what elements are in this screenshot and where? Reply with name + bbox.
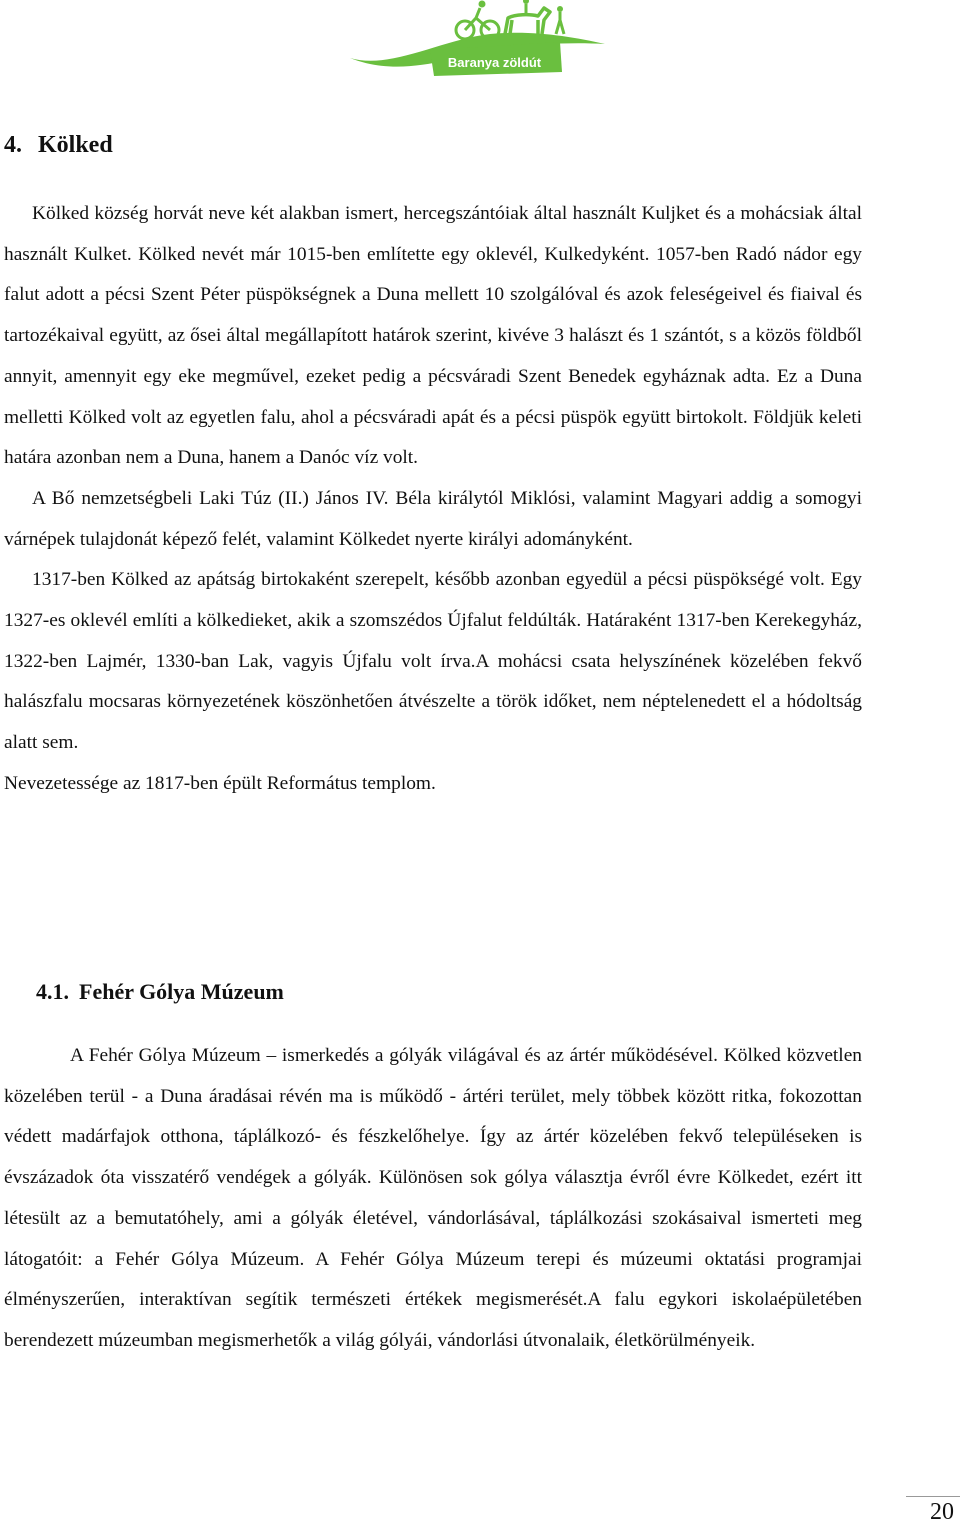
baranya-zoldut-logo [330, 0, 630, 80]
chapter-number: 4. [4, 132, 22, 158]
chapter-body [4, 194, 862, 805]
paragraph: 1317-ben Kölked az apátság birtokaként szerepelt, később azonban egyedül a pécsi püspökségé volt. Egy 1327-es oklevél említi a kölkedieket, akik a szomszédos Újfalut feldúlták. Határaként 1317-ben Kerekegyház, 1322-ben Lajmér, 1330-ban Lak, vagyis Újfalu volt írva.A mohácsi csata helyszínének közelében fekvő halászfalu mocsaras környezetének köszönhetően átvészelte a török időket, nem néptelenedett el a hódoltság alatt sem. [4, 569, 862, 754]
section-body [4, 1036, 862, 1362]
chapter-heading [4, 130, 113, 160]
section-title: Fehér Gólya Múzeum [79, 979, 284, 1004]
logo-text: Baranya zöldút [447, 55, 542, 70]
paragraph: Nevezetessége az 1817-ben épült Református templom. [4, 772, 436, 794]
chapter-title: Kölked [38, 132, 113, 158]
paragraph: Kölked község horvát neve két alakban ismert, hercegszántóiak által használt Kuljket és a mohácsiak által használt Kulket. Kölked nevét már 1015-ben említette egy oklevél, Kulkedyként. 1057-ben Radó nádor egy falut adott a pécsi Szent Péter püspökségnek a Duna mellett 10 szolgálóval és azok feleségeivel és fiaival és tartozékaival együtt, az ősei által megállapított határok szerint, kivéve 3 halászt és 1 szántót, s a közös földből annyit, amennyit egy eke megművel, ezeket pedig a pécsváradi Szent Benedek egyháznak adta. Ez a Duna melletti Kölked volt az egyetlen falu, ahol a pécsváradi apát és a pécsi püspök együtt birtokolt. Földjük keleti határa azonban nem a Duna, hanem a Danóc víz volt. [4, 203, 862, 469]
section-heading [36, 977, 284, 1007]
page-number: 20 [906, 1496, 960, 1527]
section-number: 4.1. [36, 979, 69, 1004]
paragraph: A Bő nemzetségbeli Laki Túz (II.) János IV. Béla királytól Miklósi, valamint Magyari addig a somogyi várnépek tulajdonát képező felét, valamint Kölkedet nyerte királyi adományként. [4, 487, 862, 550]
paragraph: A Fehér Gólya Múzeum – ismerkedés a gólyák világával és az ártér működésével. Kölked közvetlen közelében terül - a Duna áradásai révén ma is működő - ártéri terület, mely többek között ritka, fokozottan védett madárfajok otthona, táplálkozó- és fészkelőhelye. Így az ártér közelében fekvő településeken is évszázadok óta visszatérő vendégek a gólyák. Különösen sok gólya választja évről évre Kölkedet, ezért itt létesült az a bemutatóhely, ami a gólyák életével, vándorlásával, táplálkozási szokásaival ismerteti meg látogatóit: a Fehér Gólya Múzeum. A Fehér Gólya Múzeum terepi és múzeumi oktatási programjai élményszerűen, interaktívan segítik természeti értékek megismerését.A falu egykori iskolaépületében berendezett múzeumban megismerhetők a világ gólyái, vándorlási útvonalaik, életkörülményeik. [4, 1045, 862, 1351]
